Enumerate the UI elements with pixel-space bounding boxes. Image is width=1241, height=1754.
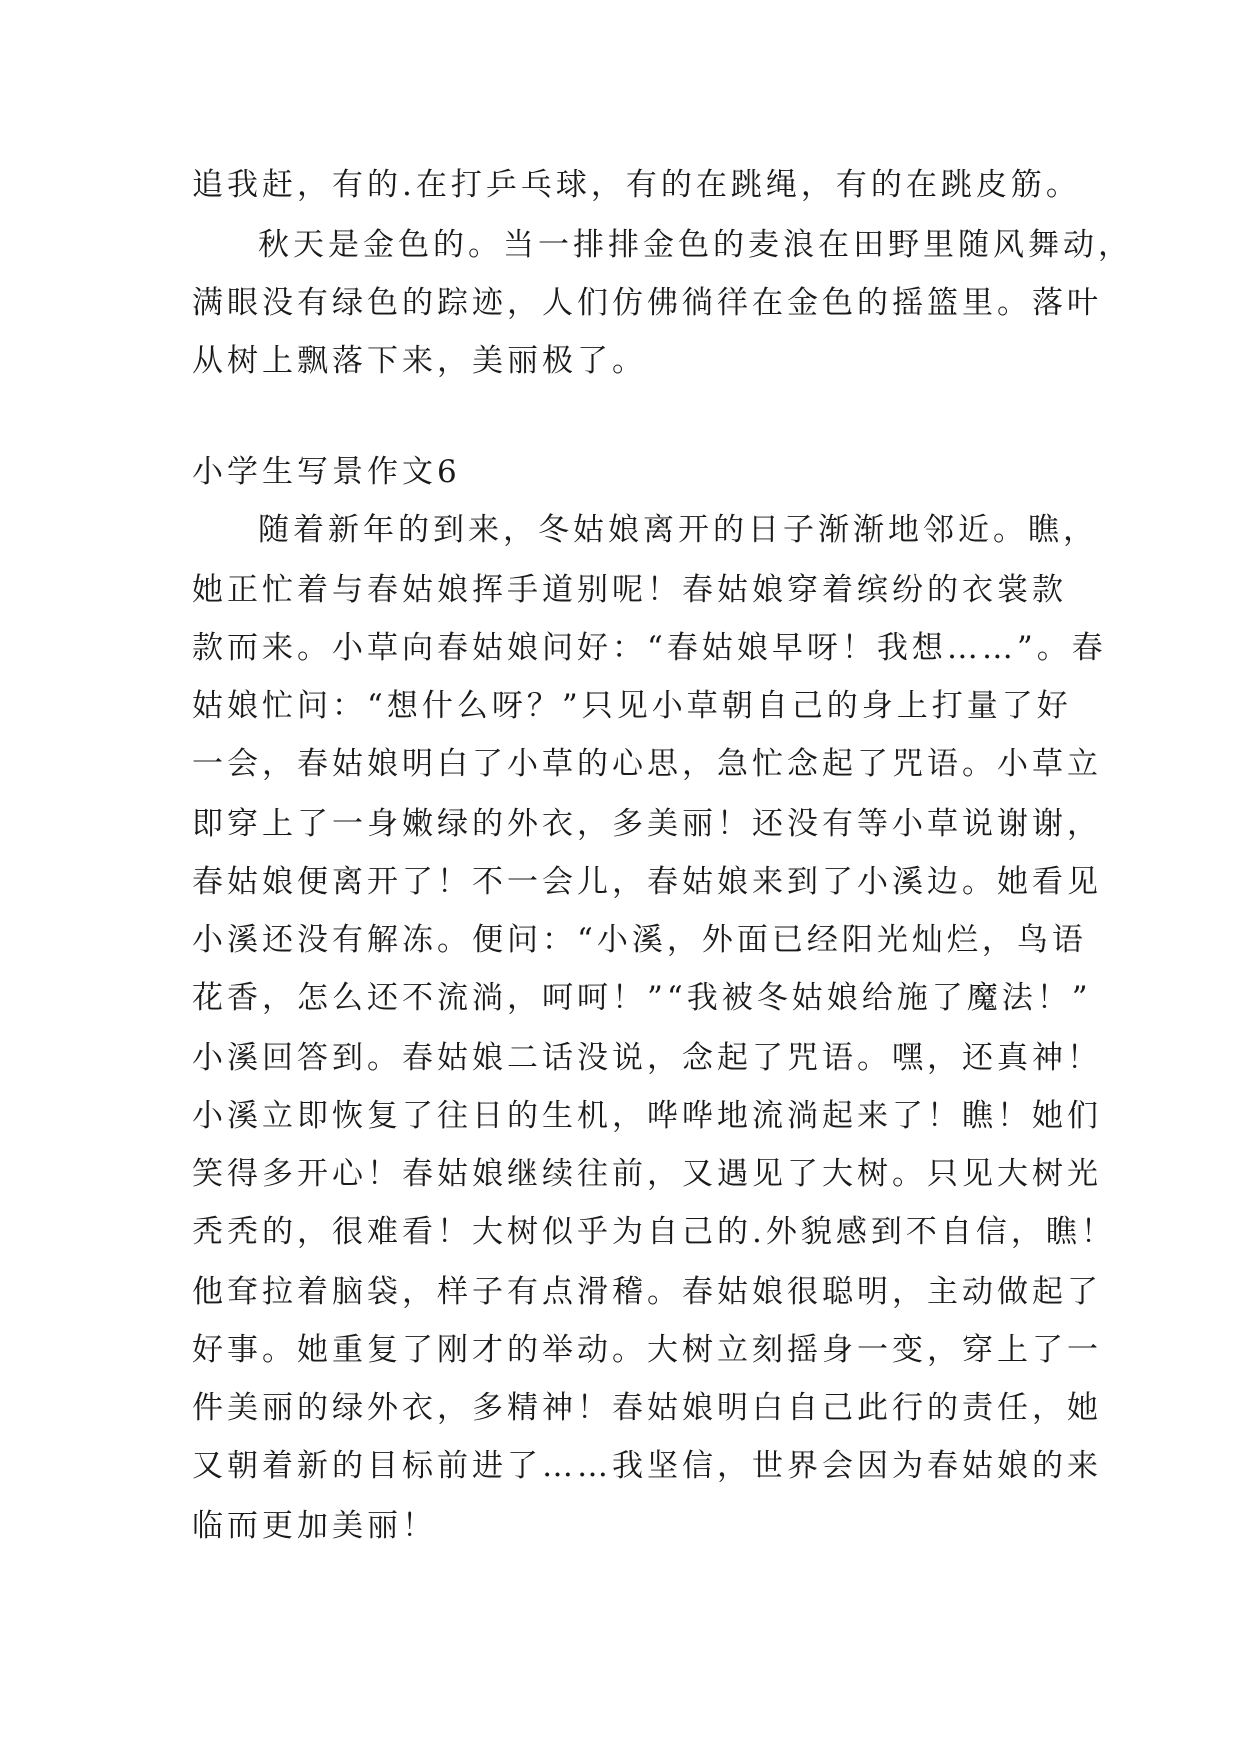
text-line: 他耷拉着脑袋，样子有点滑稽。春姑娘很聪明，主动做起了 [192, 1274, 1102, 1310]
text-line: 花香，怎么还不流淌，呵呵！”“我被冬姑娘给施了魔法！” [192, 980, 1092, 1016]
text-line: 好事。她重复了刚才的举动。大树立刻摇身一变，穿上了一 [192, 1332, 1102, 1368]
text-line: 追我赶，有的.在打乒乓球，有的在跳绳，有的在跳皮筋。 [192, 167, 1081, 203]
paragraph-spring-start: 随着新年的到来，冬姑娘离开的日子渐渐地邻近。瞧， [258, 512, 1098, 548]
text-line: 即穿上了一身嫩绿的外衣，多美丽！还没有等小草说谢谢， [192, 806, 1102, 842]
text-line: 秃秃的，很难看！大树似乎为自己的.外貌感到不自信，瞧！ [192, 1214, 1116, 1250]
text-line: 小溪还没有解冻。便问：“小溪，外面已经阳光灿烂，鸟语 [192, 922, 1087, 958]
text-line: 款而来。小草向春姑娘问好：“春姑娘早呀！我想……”。春 [192, 630, 1107, 666]
text-line: 小溪立即恢复了往日的生机，哗哗地流淌起来了！瞧！她们 [192, 1098, 1102, 1134]
text-line: 件美丽的绿外衣，多精神！春姑娘明白自己此行的责任，她 [192, 1390, 1102, 1426]
text-line: 满眼没有绿色的踪迹，人们仿佛徜徉在金色的摇篮里。落叶 [192, 285, 1102, 321]
paragraph-autumn-start: 秋天是金色的。当一排排金色的麦浪在田野里随风舞动， [258, 227, 1133, 263]
text-line: 春姑娘便离开了！不一会儿，春姑娘来到了小溪边。她看见 [192, 864, 1102, 900]
text-line: 笑得多开心！春姑娘继续往前，又遇见了大树。只见大树光 [192, 1156, 1102, 1192]
text-line: 小溪回答到。春姑娘二话没说，念起了咒语。嘿，还真神！ [192, 1040, 1102, 1076]
text-line: 又朝着新的目标前进了……我坚信，世界会因为春姑娘的来 [192, 1448, 1102, 1484]
text-line: 她正忙着与春姑娘挥手道别呢！春姑娘穿着缤纷的衣裳款 [192, 572, 1067, 608]
text-line: 临而更加美丽！ [192, 1508, 437, 1544]
section-heading: 小学生写景作文6 [192, 454, 461, 490]
text-line: 姑娘忙问：“想什么呀？”只见小草朝自己的身上打量了好 [192, 688, 1072, 724]
text-line: 从树上飘落下来，美丽极了。 [192, 343, 647, 379]
text-line: 一会，春姑娘明白了小草的心思，急忙念起了咒语。小草立 [192, 746, 1102, 782]
